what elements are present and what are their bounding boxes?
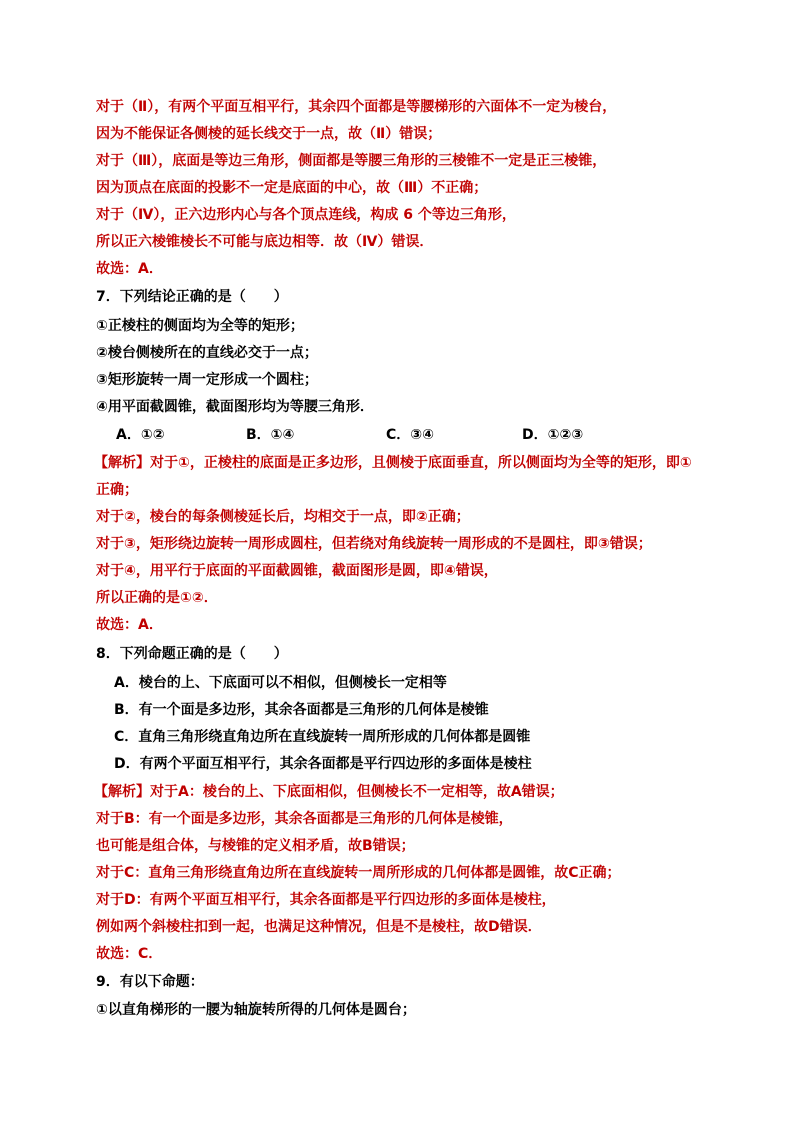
q8-answer: 故选：C． [96, 946, 163, 962]
q7-statement-4: ④用平面截圆锥，截面图形均为等腰三角形． [96, 399, 374, 415]
q6-solution-line-1: 对于（Ⅱ），有两个平面互相平行，其余四个面都是等腰梯形的六面体不一定为棱台， [96, 99, 617, 115]
q8-option-a: A．棱台的上、下底面可以不相似，但侧棱长一定相等 [114, 675, 447, 691]
q7-stem: 7．下列结论正确的是（ ） [96, 289, 288, 305]
q7-answer: 故选：A． [96, 617, 163, 633]
solution-tag: 【解析】 [94, 784, 150, 800]
q9-statement-1: ①以直角梯形的一腰为轴旋转所得的几何体是圆台； [96, 1002, 416, 1018]
q8-option-d: D．有两个平面互相平行，其余各面都是平行四边形的多面体是棱柱 [114, 756, 532, 772]
q9-stem: 9．有以下命题： [96, 974, 204, 990]
q8-solution-line-3: 也可能是组合体，与棱锥的定义相矛盾，故B错误； [96, 838, 415, 854]
q7-option-d: D．①②③ [522, 427, 584, 443]
q6-solution-line-2: 因为不能保证各侧棱的延长线交于一点，故（Ⅱ）错误； [96, 126, 442, 142]
q7-solution-line-6: 所以正确的是①②． [96, 590, 218, 606]
q6-solution-line-6: 所以正六棱锥棱长不可能与底边相等．故（Ⅳ）错误． [96, 234, 434, 250]
q7-option-b: B．①④ [246, 427, 295, 443]
q7-solution-line-2: 正确； [96, 482, 138, 498]
q8-option-c: C．直角三角形绕直角边所在直线旋转一周所形成的几何体都是圆锥 [114, 729, 531, 745]
q8-solution-line-1 [94, 783, 564, 801]
q8-solution-line-5: 对于D：有两个平面互相平行，其余各面都是平行四边形的多面体是棱柱， [96, 892, 556, 908]
q7-solution-line-3: 对于②，棱台的每条侧棱延长后，均相交于一点，即②正确； [96, 509, 470, 525]
q7-statement-3: ③矩形旋转一周一定形成一个圆柱； [96, 372, 318, 388]
q7-statement-1: ①正棱柱的侧面均为全等的矩形； [96, 318, 304, 334]
q7-solution-line-5: 对于④，用平行于底面的平面截圆锥，截面图形是圆，即④错误， [96, 563, 498, 579]
solution-tag: 【解析】 [94, 455, 150, 471]
q8-stem: 8．下列命题正确的是（ ） [96, 646, 288, 662]
q7-solution-line-4: 对于③，矩形绕边旋转一周形成圆柱，但若绕对角线旋转一周形成的不是圆柱，即③错误； [96, 536, 652, 552]
q8-option-b: B．有一个面是多边形，其余各面都是三角形的几何体是棱锥 [114, 702, 489, 718]
q6-solution-line-4: 因为顶点在底面的投影不一定是底面的中心，故（Ⅲ）不正确； [96, 180, 488, 196]
q8-solution-text-1: 对于A：棱台的上、下底面相似，但侧棱长不一定相等，故A错误； [150, 784, 564, 800]
q6-answer: 故选：A． [96, 261, 163, 277]
q7-option-c: C．③④ [386, 427, 434, 443]
q7-solution-line-1 [94, 454, 692, 472]
q7-statement-2: ②棱台侧棱所在的直线必交于一点； [96, 345, 318, 361]
q6-solution-line-3: 对于（Ⅲ），底面是等边三角形，侧面都是等腰三角形的三棱锥不一定是正三棱锥， [96, 153, 607, 169]
q8-solution-line-6: 例如两个斜棱柱扣到一起，也满足这种情况，但是不是棱柱，故D错误． [96, 919, 542, 935]
q7-solution-text-1: 对于①，正棱柱的底面是正多边形，且侧棱于底面垂直，所以侧面均为全等的矩形，即① [150, 455, 692, 471]
q8-solution-line-4: 对于C：直角三角形绕直角边所在直线旋转一周所形成的几何体都是圆锥，故C正确； [96, 865, 621, 881]
q8-solution-line-2: 对于B：有一个面是多边形，其余各面都是三角形的几何体是棱锥， [96, 811, 513, 827]
q7-option-a: A．①② [116, 427, 165, 443]
q6-solution-line-5: 对于（Ⅳ），正六边形内心与各个顶点连线，构成 6 个等边三角形， [96, 207, 516, 223]
